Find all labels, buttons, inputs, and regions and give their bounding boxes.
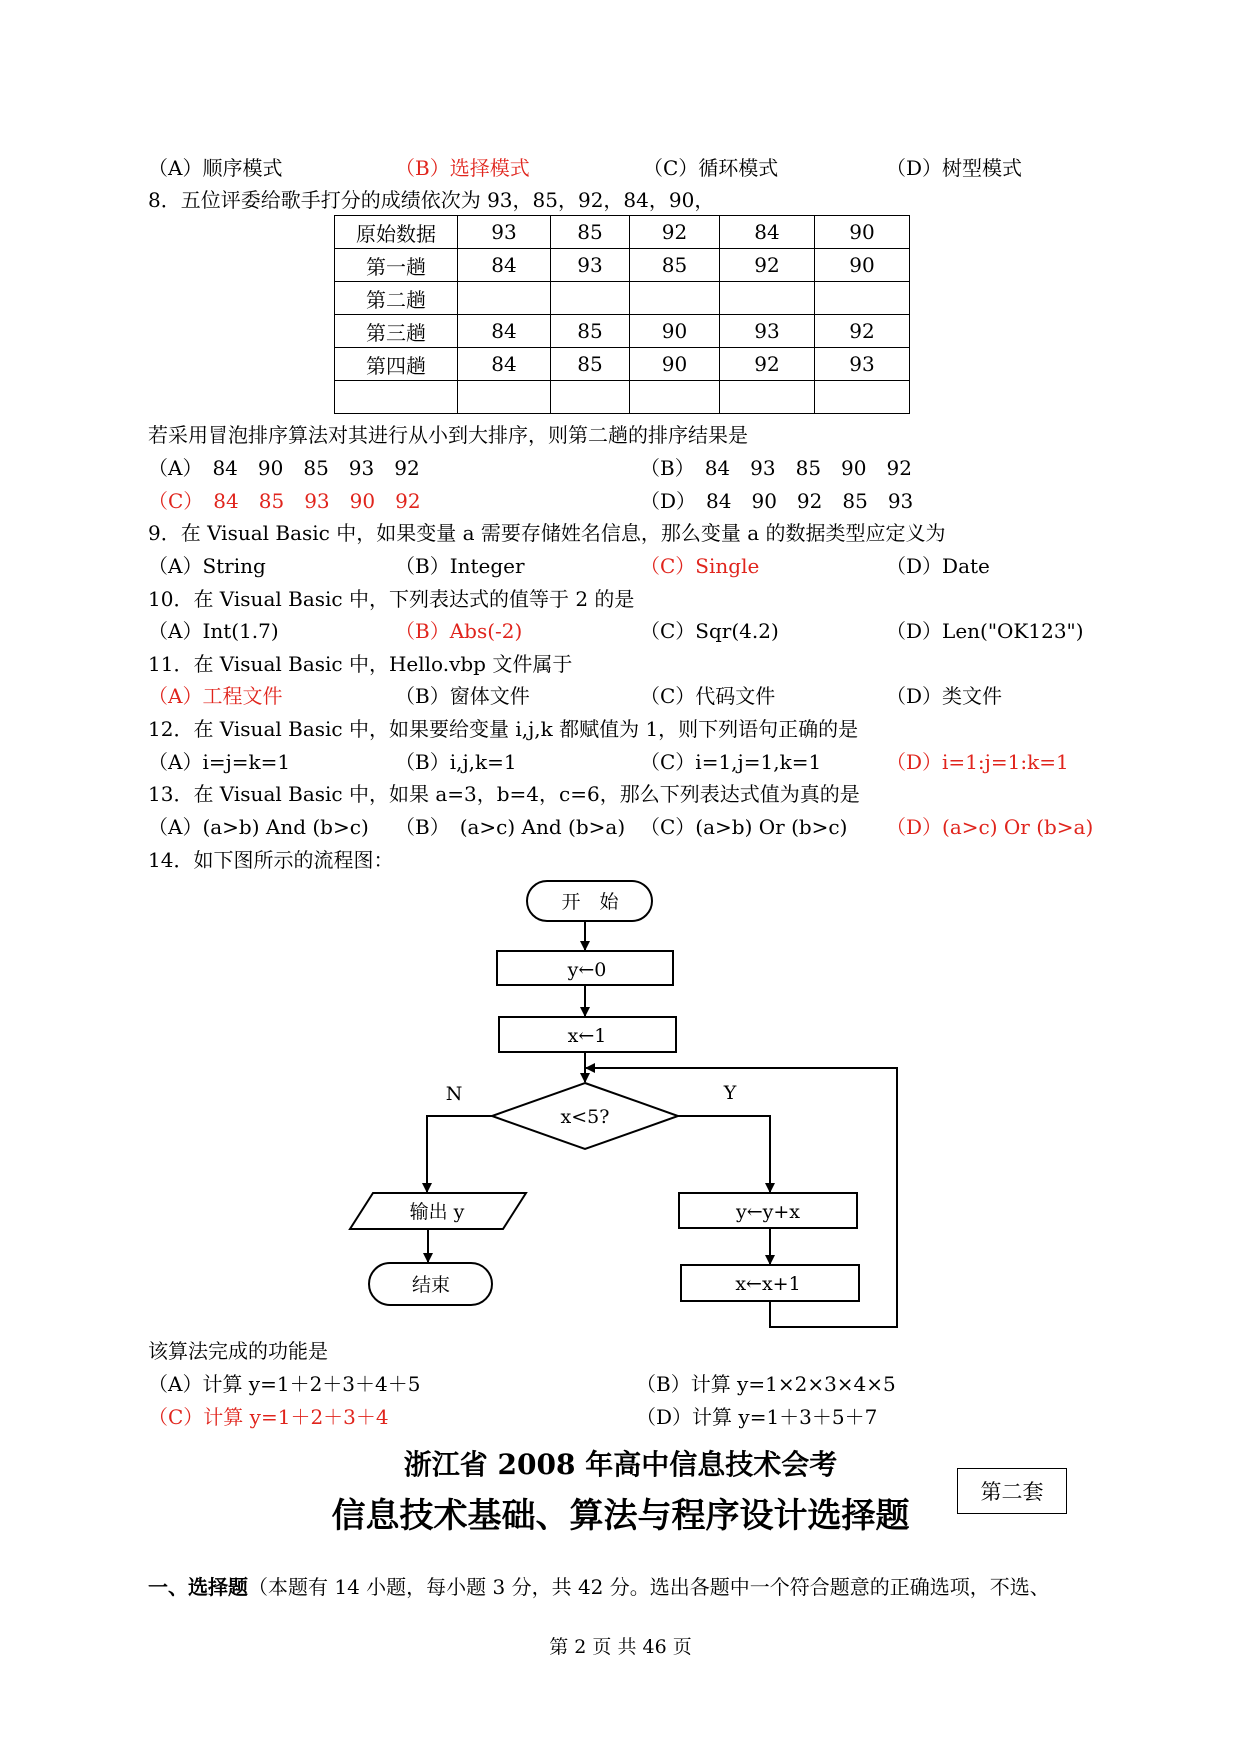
q7-option-c: （C）循环模式: [643, 156, 779, 180]
score-table-cell: 84: [720, 216, 815, 249]
score-table-cell: 92: [720, 249, 815, 282]
section-instruction: [148, 1577, 1050, 1597]
instruction-heading: 一、选择题: [148, 1575, 248, 1599]
flow-end-text: 结束: [411, 1274, 451, 1296]
q14-option-c: （C）计算 y=1＋2＋3＋4: [148, 1405, 389, 1429]
score-table-cell: 84: [458, 348, 551, 381]
score-table-cell: 90: [815, 249, 910, 282]
score-table-cell: 90: [630, 315, 720, 348]
score-table-row-label: 第一趟: [335, 249, 458, 282]
flow-init-x-text: x←1: [567, 1025, 607, 1047]
q7-option-a: （A）顺序模式: [148, 156, 283, 180]
flow-start-text: 开 始: [561, 891, 619, 913]
score-table-cell: 84: [458, 315, 551, 348]
q14-question: 该算法完成的功能是: [148, 1339, 328, 1363]
q9-option-c: （C）Single: [640, 554, 760, 578]
q11-option-b: （B）窗体文件: [395, 684, 530, 708]
q10-option-d: （D）Len("OK123"): [886, 619, 1084, 643]
q8-option-a: （A） 84 90 85 93 92: [148, 456, 420, 480]
q13-option-d: （D）(a>c) Or (b>a): [886, 815, 1094, 839]
set-label-box: [957, 1468, 1067, 1514]
q13-stem: 13．在 Visual Basic 中，如果 a=3，b=4，c=6，那么下列表达式值为真的是: [148, 782, 860, 806]
q8-question: 若采用冒泡排序算法对其进行从小到大排序，则第二趟的排序结果是: [148, 423, 748, 447]
score-table-cell: 85: [551, 216, 630, 249]
q8-option-c: （C） 84 85 93 90 92: [148, 489, 421, 513]
set-label: 第二套: [980, 1480, 1044, 1504]
score-table-cell: 85: [551, 348, 630, 381]
q7-option-d: （D）树型模式: [886, 156, 1023, 180]
q14-option-b: （B）计算 y=1×2×3×4×5: [636, 1372, 896, 1396]
section-title: 浙江省 2008 年高中信息技术会考: [403, 1448, 838, 1481]
q9-option-d: （D）Date: [886, 554, 990, 578]
q12-option-d: （D）i=1:j=1:k=1: [886, 750, 1069, 774]
instruction-text: （本题有 14 小题，每小题 3 分，共 42 分。选出各题中一个符合题意的正确选项，不选、: [248, 1575, 1050, 1599]
q9-stem: 9．在 Visual Basic 中，如果变量 a 需要存储姓名信息，那么变量 a 的数据类型应定义为: [148, 521, 946, 545]
score-table-cell: 85: [630, 249, 720, 282]
score-table-row-label: 第四趟: [335, 348, 458, 381]
q12-stem: 12．在 Visual Basic 中，如果要给变量 i,j,k 都赋值为 1，则下列语句正确的是: [148, 717, 859, 741]
score-table-cell: 93: [720, 315, 815, 348]
q14-stem: 14．如下图所示的流程图：: [148, 848, 394, 872]
q11-option-d: （D）类文件: [886, 684, 1003, 708]
flow-yes-label: Y: [723, 1082, 737, 1104]
q8-option-d: （D） 84 90 92 85 93: [640, 489, 914, 513]
score-table-row-label: 原始数据: [335, 216, 458, 249]
q13-option-c: （C）(a>b) Or (b>c): [640, 815, 848, 839]
score-table-cell: 92: [630, 216, 720, 249]
q13-option-b: （B） (a>c) And (b>a): [395, 815, 626, 839]
score-table-cell: 90: [815, 216, 910, 249]
q8-option-b: （B） 84 93 85 90 92: [640, 456, 912, 480]
q11-stem: 11．在 Visual Basic 中，Hello.vbp 文件属于: [148, 652, 573, 676]
q12-option-b: （B）i,j,k=1: [395, 750, 517, 774]
score-table-cell: 93: [815, 348, 910, 381]
flow-output-text: 输出 y: [409, 1201, 465, 1223]
q14-option-d: （D）计算 y=1＋3＋5＋7: [636, 1405, 878, 1429]
q12-option-a: （A）i=j=k=1: [148, 750, 291, 774]
flow-no-label: N: [445, 1083, 463, 1105]
score-table-cell: 93: [551, 249, 630, 282]
q13-option-a: （A）(a>b) And (b>c): [148, 815, 369, 839]
q7-option-b: （B）选择模式: [395, 156, 530, 180]
q10-option-c: （C）Sqr(4.2): [640, 619, 779, 643]
score-table-cell: 93: [458, 216, 551, 249]
flow-init-y-text: y←0: [567, 959, 607, 981]
score-table-cell: 92: [815, 315, 910, 348]
q14-option-a: （A）计算 y=1＋2＋3＋4＋5: [148, 1372, 421, 1396]
q10-option-a: （A）Int(1.7): [148, 619, 279, 643]
flow-condition-text: x<5?: [560, 1106, 610, 1128]
score-table-cell: 90: [630, 348, 720, 381]
q9-option-b: （B）Integer: [395, 554, 525, 578]
flow-update-x-text: x←x+1: [735, 1273, 801, 1295]
score-table-cell: 92: [720, 348, 815, 381]
q12-option-c: （C）i=1,j=1,k=1: [640, 750, 822, 774]
q10-stem: 10．在 Visual Basic 中，下列表达式的值等于 2 的是: [148, 587, 635, 611]
section-subtitle: 信息技术基础、算法与程序设计选择题: [331, 1496, 910, 1536]
score-table-row-label: 第二趟: [335, 282, 458, 315]
score-table-cell: 85: [551, 315, 630, 348]
page-footer: 第 2 页 共 46 页: [549, 1636, 692, 1658]
score-table-cell: 84: [458, 249, 551, 282]
q9-option-a: （A）String: [148, 554, 266, 578]
q8-stem: 8．五位评委给歌手打分的成绩依次为 93，85，92，84，90，: [148, 188, 715, 212]
q11-option-a: （A）工程文件: [148, 684, 283, 708]
score-table-row-label: 第三趟: [335, 315, 458, 348]
flow-update-y-text: y←y+x: [735, 1201, 801, 1223]
q10-option-b: （B）Abs(-2): [395, 619, 523, 643]
q11-option-c: （C）代码文件: [640, 684, 776, 708]
